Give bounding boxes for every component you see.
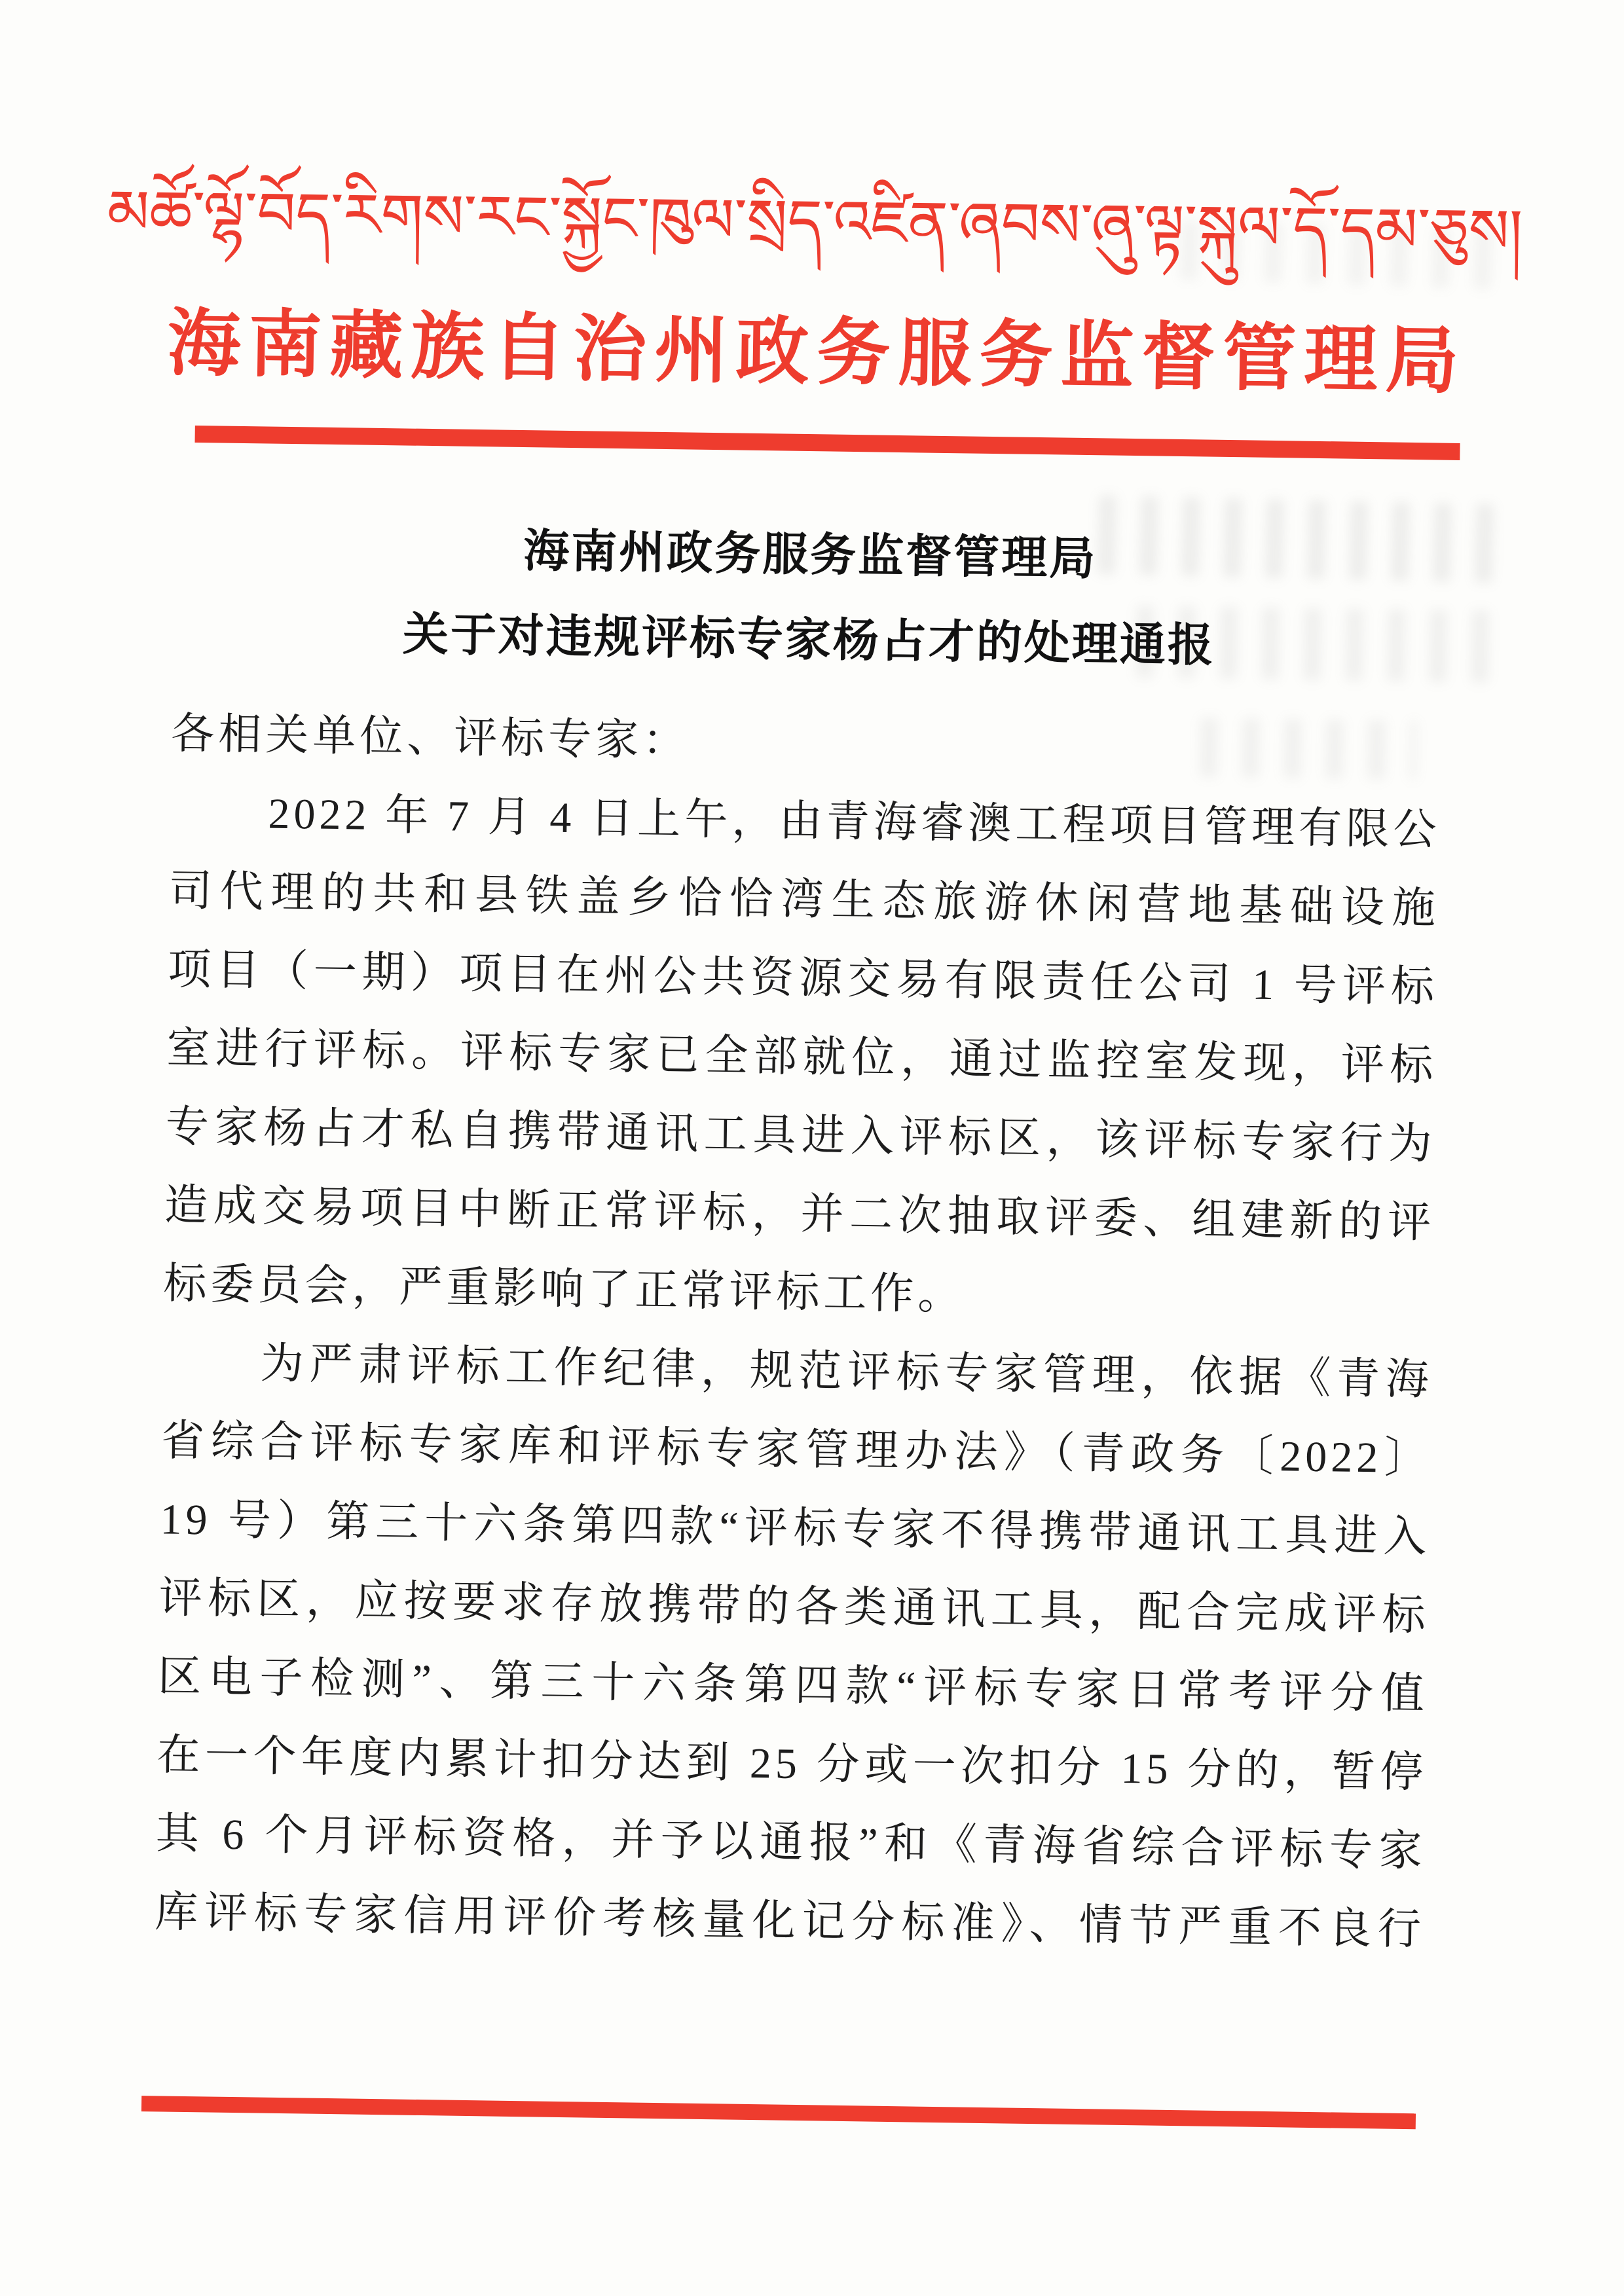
body-text-line: 区电子检测”、第三十六条第四款“评标专家日常考评分值 (157, 1652, 1429, 1719)
body-text-line: 室进行评标。评标专家已全部就位，通过监控室发现，评标 (166, 1024, 1437, 1090)
letterhead-issuing-org-name: 海南藏族自治州政务服务监督管理局 (166, 303, 1467, 403)
body-text-line: 各相关单位、评标专家： (170, 710, 690, 765)
body-text-line: 19 号）第三十六条第四款“评标专家不得携带通讯工具进入 (160, 1495, 1431, 1561)
body-text-line: 评标区，应按要求存放携带的各类通讯工具，配合完成评标 (158, 1574, 1430, 1640)
body-text-line: 造成交易项目中断正常评标，并二次抽取评委、组建新的评 (164, 1181, 1435, 1247)
body-text-line: 为严肃评标工作纪律，规范评标专家管理，依据《青海 (260, 1339, 1433, 1404)
body-text-line: 2022 年 7 月 4 日上午，由青海睿澳工程项目管理有限公 (268, 790, 1441, 854)
notice-title-line2: 关于对违规评标专家杨占才的处理通报 (402, 610, 1216, 672)
body-text-line: 在一个年度内累计扣分达到 25 分或一次扣分 15 分的，暂停 (156, 1731, 1428, 1797)
body-text-line: 库评标专家信用评价考核量化记分标准》、情节严重不良行 (154, 1888, 1426, 1954)
body-text-line: 专家杨占才私自携带通讯工具进入评标区，该评标专家行为 (165, 1102, 1437, 1169)
letterhead-red-separator-line (194, 426, 1460, 460)
body-text-line: 省综合评标专家库和评标专家管理办法》（青政务〔2022〕 (160, 1417, 1432, 1483)
body-text-line: 其 6 个月评标资格，并予以通报”和《青海省综合评标专家 (155, 1810, 1427, 1876)
letterhead-tibetan-title: མཚོ་ལྷོ་བོད་རིགས་རང་སྐྱོང་ཁུལ་སྲིད་འཛིན་ཞབས་ཞུ་ལྟ་སྐུལ་དོ་དམ་ཅུས། (106, 177, 1523, 267)
notice-title-line1: 海南州政务服务监督管理局 (523, 526, 1098, 585)
body-text-line: 标委员会，严重影响了正常评标工作。 (163, 1260, 965, 1319)
footer-red-separator-line (141, 2096, 1416, 2129)
notice-body-text (154, 695, 1442, 1970)
body-text-line: 项目（一期）项目在州公共资源交易有限责任公司 1 号评标 (167, 945, 1439, 1011)
body-text-line: 司代理的共和县铁盖乡恰恰湾生态旅游休闲营地基础设施 (168, 867, 1440, 933)
